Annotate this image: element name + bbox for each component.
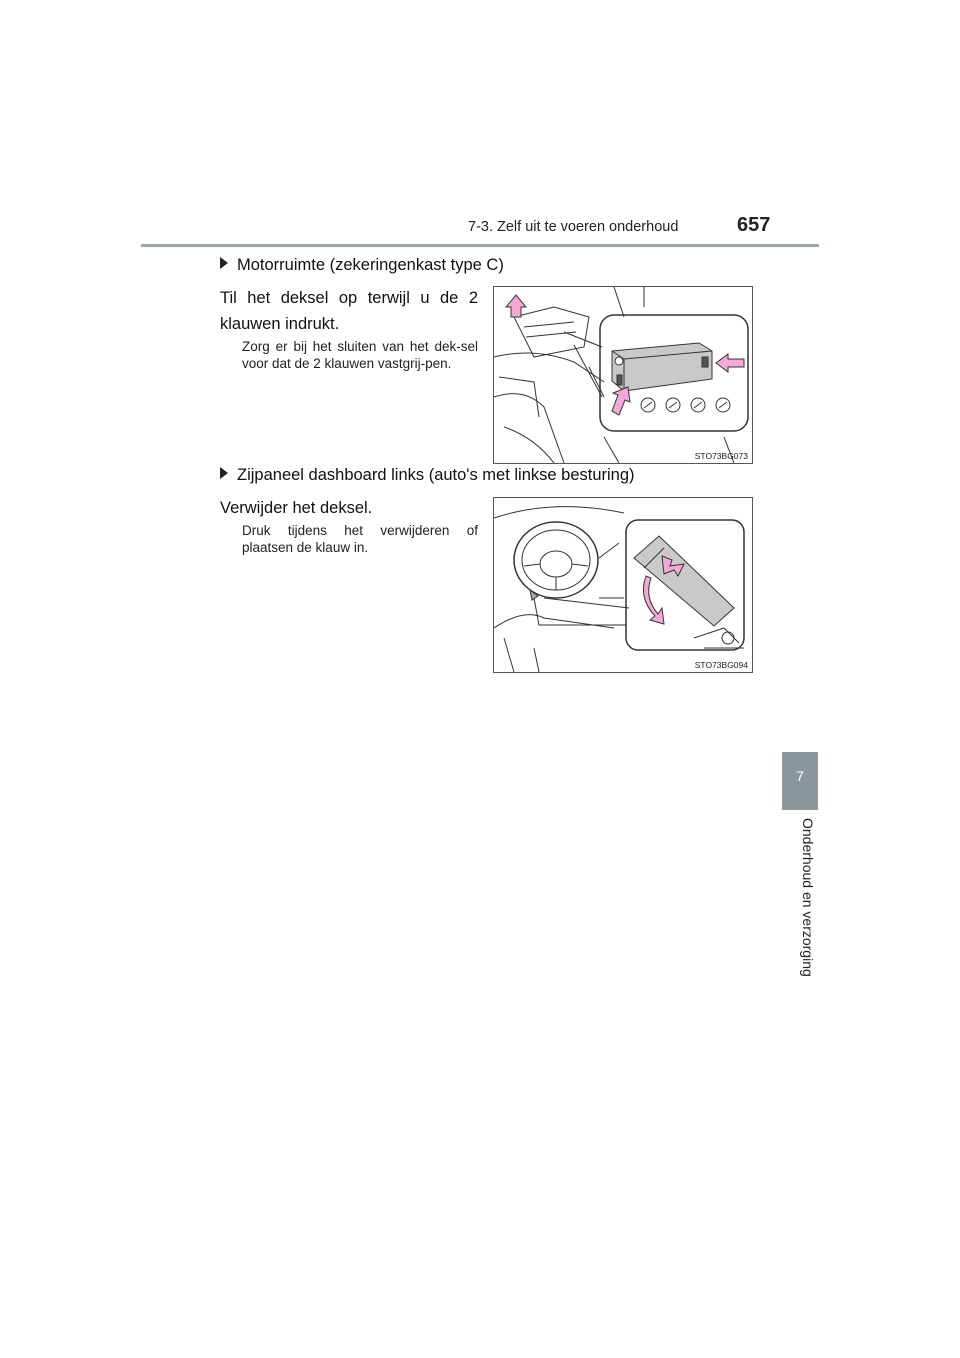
section-1-instruction: Til het deksel op terwijl u de 2 klauwen indrukt. xyxy=(220,289,478,333)
dashboard-panel-figure xyxy=(493,497,753,673)
running-header-section: 7-3. Zelf uit te voeren onderhoud xyxy=(468,219,679,235)
section-1-note: Zorg er bij het sluiten van het dek-sel voor dat de 2 klauwen vastgrij-pen. xyxy=(242,339,478,371)
section-2-heading xyxy=(220,466,635,485)
fuse-box-figure xyxy=(493,286,753,464)
section-2-note: Druk tijdens het verwijderen of plaatsen de klauw in. xyxy=(242,523,478,555)
fuse-box-illustration xyxy=(494,287,752,463)
section-1-heading xyxy=(220,256,504,275)
section-2-instruction: Verwijder het deksel. xyxy=(220,499,373,517)
chapter-title: Onderhoud en verzorging xyxy=(800,818,816,977)
triangle-bullet-icon xyxy=(220,467,228,479)
section-1-heading-text: Motorruimte (zekeringenkast type C) xyxy=(237,256,504,274)
page-number: 657 xyxy=(737,214,771,236)
dashboard-panel-illustration xyxy=(494,498,752,672)
section-2-heading-text: Zijpaneel dashboard links (auto's met linkse besturing) xyxy=(237,466,635,484)
figure-code: STO73BG094 xyxy=(694,660,748,670)
triangle-bullet-icon xyxy=(220,257,228,269)
header-divider xyxy=(141,244,819,247)
chapter-number: 7 xyxy=(796,768,804,784)
figure-code: STO73BG073 xyxy=(694,451,748,461)
